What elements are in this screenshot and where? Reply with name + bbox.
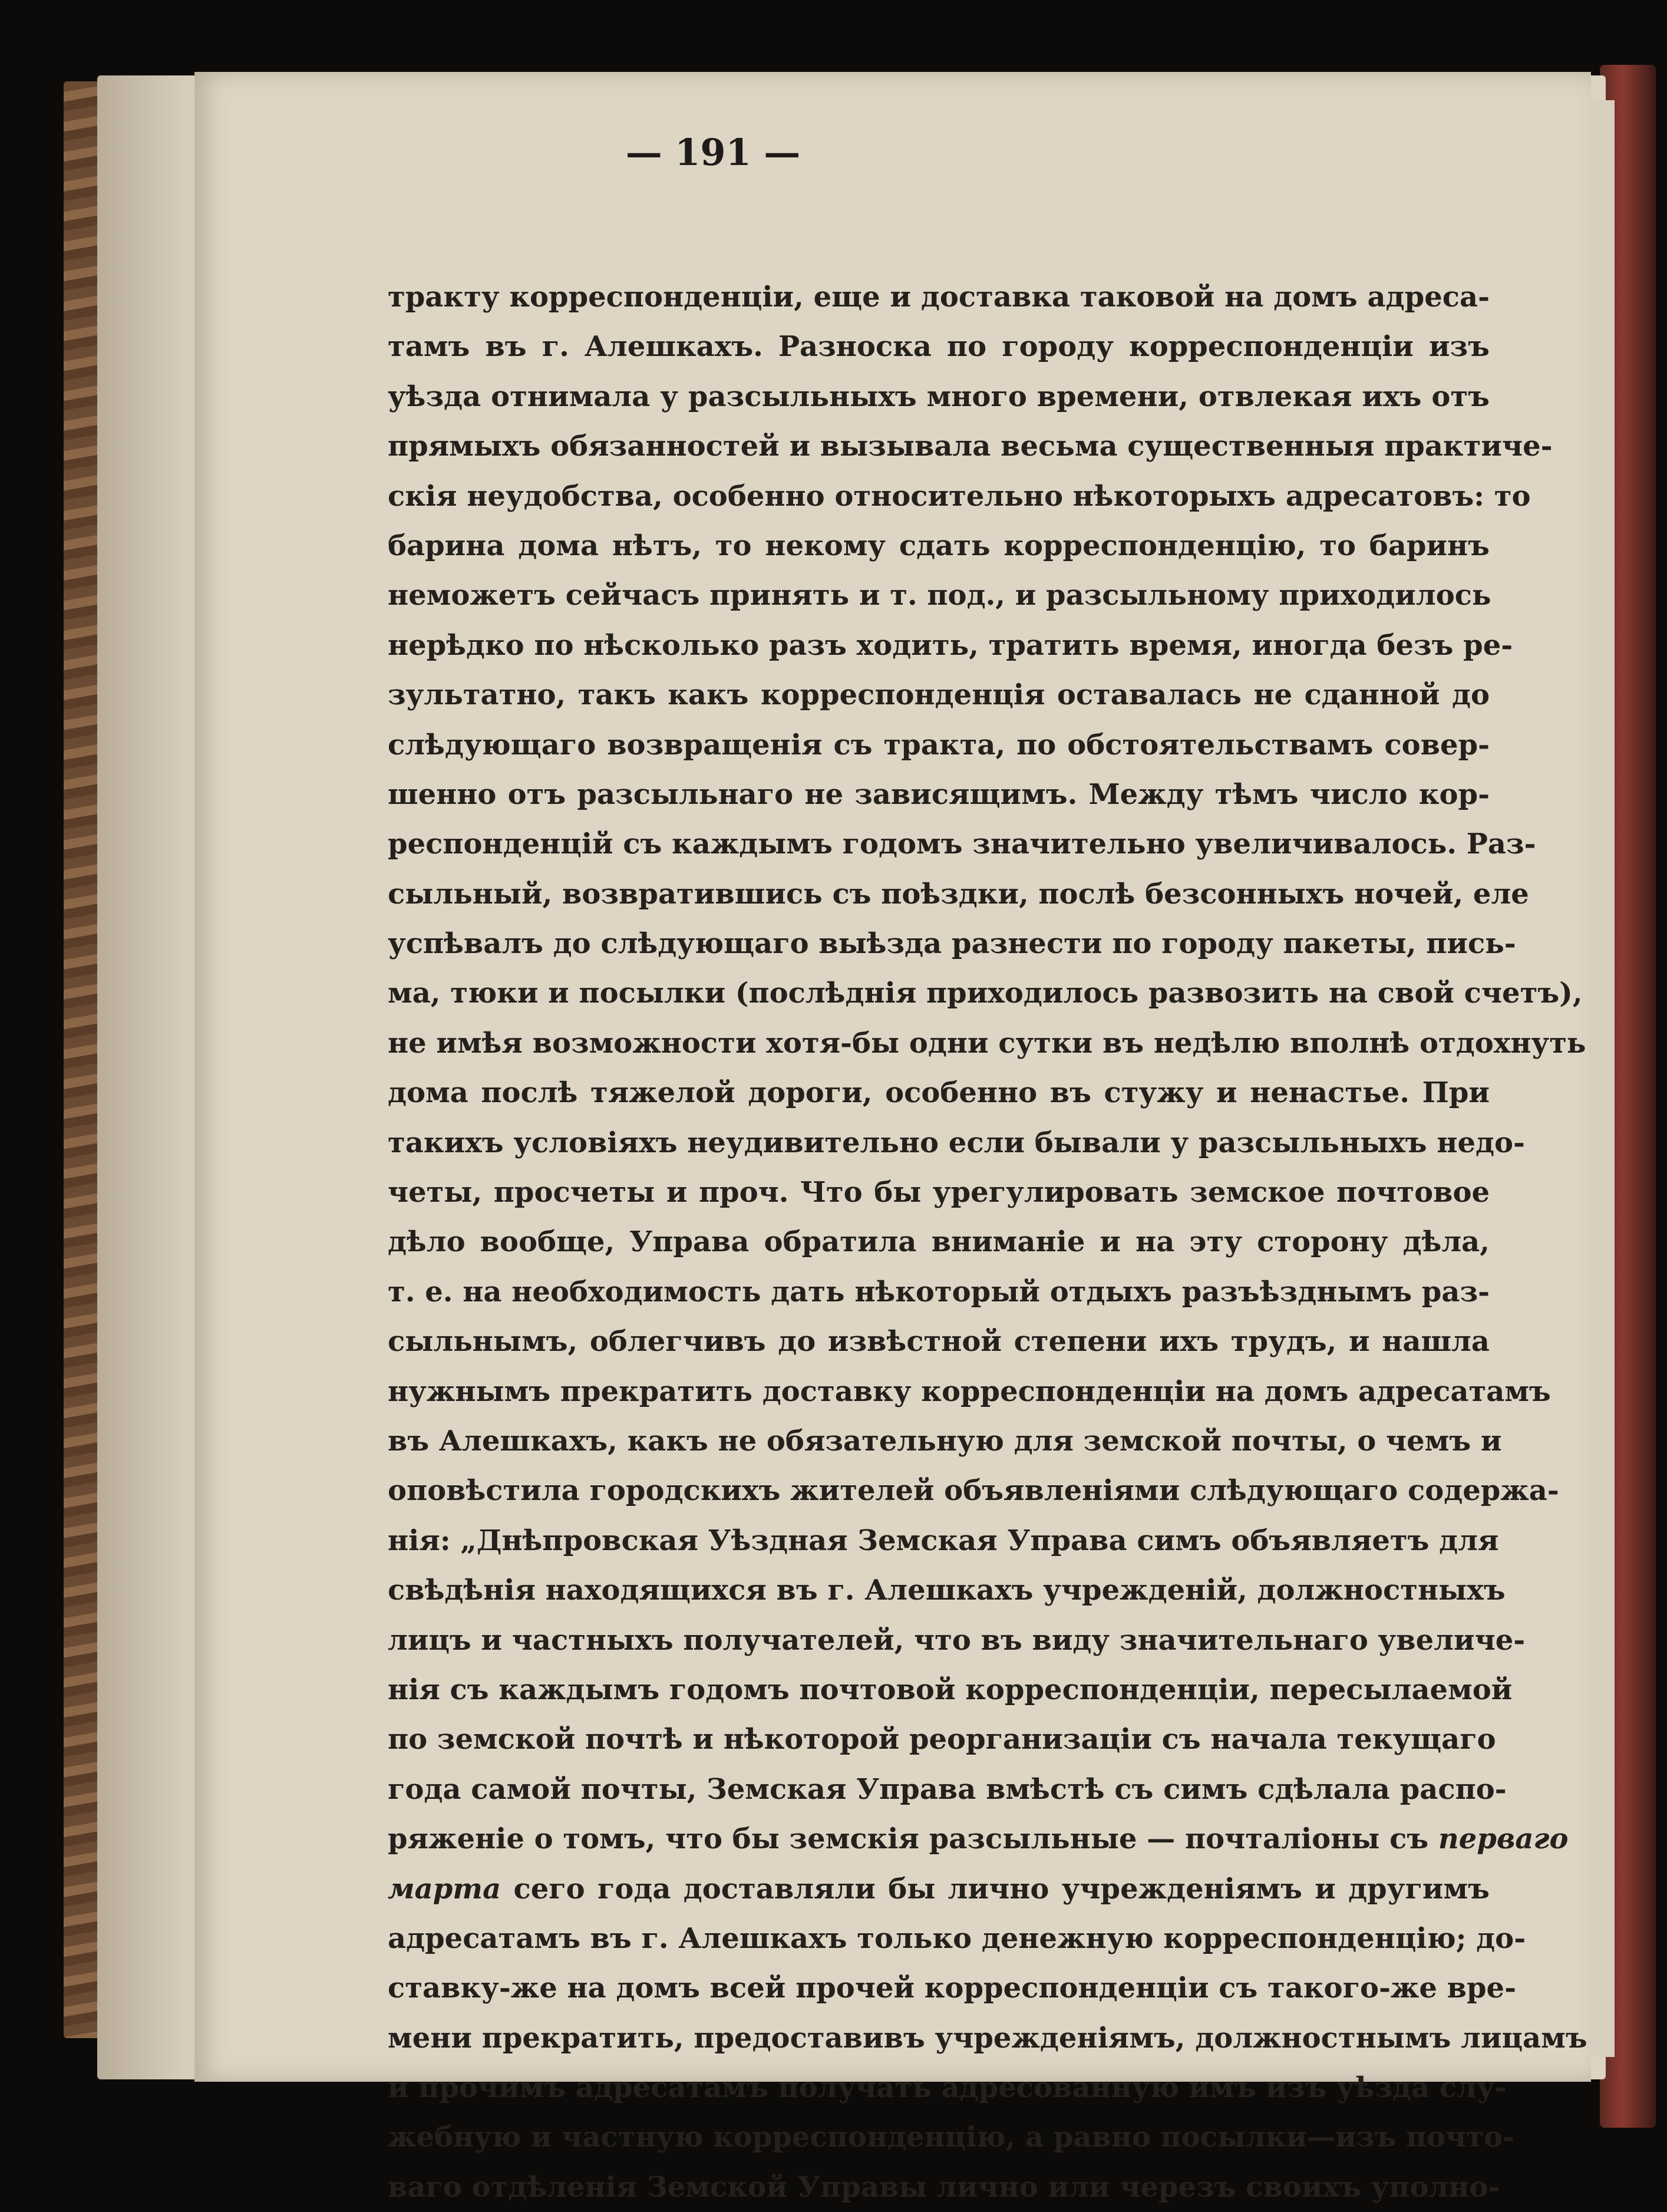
- text-line: мени прекратить, предоставивъ учрежденіямъ, должностнымъ лицамъ: [388, 2021, 1587, 2055]
- line-text: ряженіе о томъ, что бы земскія разсыльные — почталіоны съ: [388, 1822, 1429, 1856]
- text-line: четы, просчеты и проч. Что бы урегулировать земское почтовое: [388, 1176, 1490, 1209]
- text-line-with-italic: [388, 1814, 1569, 1864]
- italic-date-word: марта: [388, 1872, 501, 1906]
- text-line: слѣдующаго возвращенія съ тракта, по обстоятельствамъ совер-: [388, 728, 1490, 761]
- text-line: прямыхъ обязанностей и вызывала весьма существенныя практиче-: [388, 430, 1553, 463]
- text-line: нерѣдко по нѣсколько разъ ходить, тратить время, иногда безъ ре-: [388, 628, 1513, 662]
- text-line: барина дома нѣтъ, то некому сдать корреспонденцію, то баринъ: [388, 529, 1490, 562]
- text-line: и прочимъ адресатамъ получать адресованную имъ изъ уѣзда слу-: [388, 2071, 1507, 2105]
- text-line: адресатамъ въ г. Алешкахъ только денежную корреспонденцію; до-: [388, 1921, 1526, 1955]
- text-line: лицъ и частныхъ получателей, что въ виду значительнаго увеличе-: [388, 1623, 1526, 1657]
- text-line: нужнымъ прекратить доставку корреспонденціи на домъ адресатамъ: [388, 1374, 1551, 1408]
- text-line: респонденцій съ каждымъ годомъ значительно увеличивалось. Раз-: [388, 828, 1536, 861]
- text-line: успѣвалъ до слѣдующаго выѣзда разнести по городу пакеты, пись-: [388, 927, 1516, 961]
- text-line: нія: „Днѣпровская Уѣздная Земская Управа симъ объявляетъ для: [388, 1524, 1499, 1557]
- text-line: тамъ въ г. Алешкахъ. Разноска по городу корреспонденціи изъ: [388, 330, 1490, 364]
- text-line: скія неудобства, особенно относительно нѣкоторыхъ адресатовъ: то: [388, 479, 1531, 513]
- text-line: дѣло вообще, Управа обратила вниманіе и на эту сторону дѣла,: [388, 1225, 1490, 1259]
- text-line: уѣзда отнимала у разсыльныхъ много времени, отвлекая ихъ отъ: [388, 380, 1490, 413]
- text-line: дома послѣ тяжелой дороги, особенно въ стужу и ненастье. При: [388, 1076, 1490, 1110]
- text-line: сыльный, возвратившись съ поѣздки, послѣ безсонныхъ ночей, еле: [388, 877, 1529, 911]
- text-line: нія съ каждымъ годомъ почтовой корреспонденціи, пересылаемой: [388, 1673, 1513, 1706]
- text-line-with-italic: [388, 1864, 1490, 1914]
- text-line: сыльнымъ, облегчивъ до извѣстной степени ихъ трудъ, и нашла: [388, 1325, 1490, 1359]
- text-line: года самой почты, Земская Управа вмѣстѣ съ симъ сдѣлала распо-: [388, 1772, 1507, 1806]
- text-line: тракту корреспонденціи, еще и доставка таковой на домъ адреса-: [388, 281, 1490, 314]
- text-line: въ Алешкахъ, какъ не обязательную для земской почты, о чемъ и: [388, 1424, 1502, 1458]
- text-line: оповѣстила городскихъ жителей объявленіями слѣдующаго содержа-: [388, 1474, 1559, 1508]
- line-text: сего года доставляли бы лично учрежденіямъ и другимъ: [513, 1872, 1490, 1906]
- text-line: такихъ условіяхъ неудивительно если бывали у разсыльныхъ недо-: [388, 1126, 1525, 1159]
- text-line: ставку-же на домъ всей прочей корреспонденціи съ такого-же вре-: [388, 1972, 1517, 2005]
- text-line: неможетъ сейчасъ принять и т. под., и разсыльному приходилось: [388, 579, 1491, 612]
- text-line: т. е. на необходимость дать нѣкоторый отдыхъ разъѣзднымъ раз-: [388, 1275, 1490, 1308]
- page-number: — 191 —: [625, 131, 801, 174]
- italic-date-word: перваго: [1438, 1822, 1569, 1856]
- text-line: жебную и частную корреспонденцію, а равно посылки—изъ почто-: [388, 2121, 1514, 2154]
- text-line: свѣдѣнія находящихся въ г. Алешкахъ учрежденій, должностныхъ: [388, 1574, 1506, 1607]
- text-line: зультатно, такъ какъ корреспонденція оставалась не сданной до: [388, 678, 1490, 712]
- text-line: шенно отъ разсыльнаго не зависящимъ. Между тѣмъ число кор-: [388, 777, 1490, 811]
- text-line: ма, тюки и посылки (послѣднія приходилось развозить на свой счетъ),: [388, 977, 1583, 1010]
- text-line: ваго отдѣленія Земской Управы лично или черезъ своихъ уполно-: [388, 2170, 1500, 2204]
- text-line: по земской почтѣ и нѣкоторой реорганизаціи съ начала текущаго: [388, 1723, 1496, 1756]
- body-text: [388, 272, 1587, 2212]
- text-line: не имѣя возможности хотя-бы одни сутки въ недѣлю вполнѣ отдохнуть: [388, 1026, 1586, 1060]
- facing-page-edge: [1591, 100, 1615, 2057]
